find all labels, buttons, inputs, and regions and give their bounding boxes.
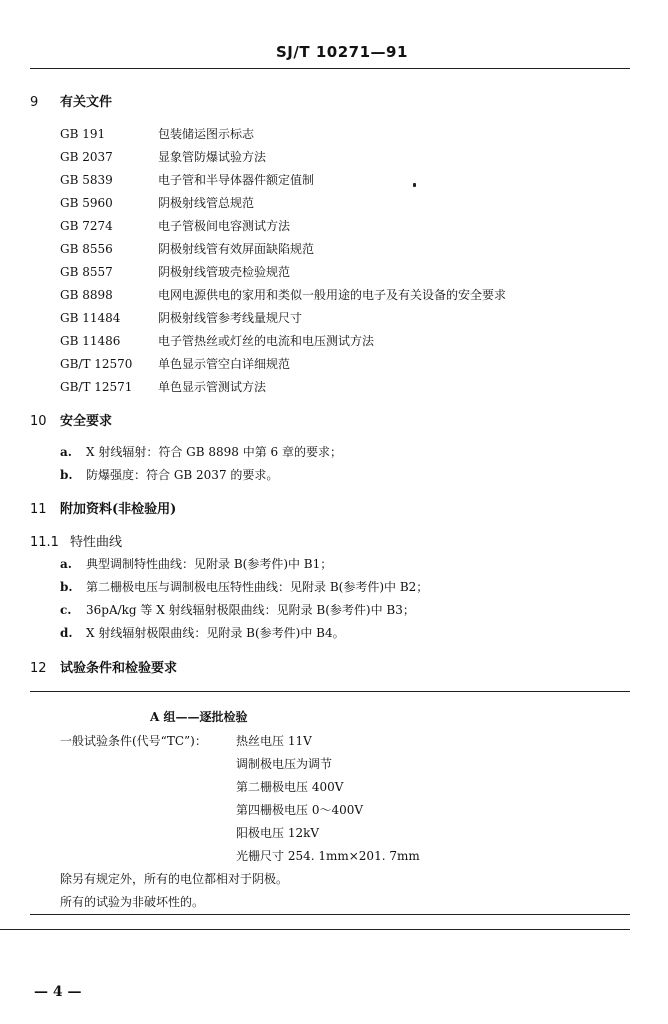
standard-code: GB/T 12571 — [60, 380, 133, 394]
condition-line: 阳极电压 12kV — [236, 826, 320, 840]
standard-title: 电网电源供电的家用和类似一般用途的电子及有关设备的安全要求 — [158, 288, 507, 302]
standard-title: 单色显示管空白详细规范 — [158, 357, 291, 371]
standard-row — [60, 378, 266, 395]
section-title: 特性曲线 — [70, 535, 123, 550]
note-line: 所有的试验为非破坏性的。 — [60, 895, 205, 909]
standard-row — [60, 355, 290, 372]
standard-code: GB 5839 — [60, 173, 113, 187]
standard-title: 电子管和半导体器件额定值制 — [158, 173, 315, 187]
page-number: — 4 — — [34, 984, 82, 1000]
list-item — [60, 555, 332, 572]
section-11-1-heading — [30, 531, 122, 550]
document-number: SJ/T 10271—91 — [276, 43, 408, 61]
standard-code: GB 5960 — [60, 196, 113, 210]
section-number: 12 — [30, 661, 47, 676]
list-text: 防爆强度：符合 GB 2037 的要求。 — [86, 468, 279, 482]
standard-row — [60, 171, 314, 188]
standard-title: 阴极射线管总规范 — [158, 196, 255, 210]
standard-code: GB 8898 — [60, 288, 113, 302]
section-title: 附加资料(非检验用) — [60, 502, 177, 517]
standard-title: 阴极射线管玻壳检验规范 — [158, 265, 291, 279]
standard-code: GB/T 12570 — [60, 357, 133, 371]
condition-line: 第四栅极电压 0～400V — [236, 803, 364, 817]
section-title: 试验条件和检验要求 — [60, 661, 178, 676]
list-item — [60, 466, 278, 483]
section-9-heading — [30, 91, 112, 110]
list-marker: c. — [60, 603, 72, 617]
standard-code: GB 8556 — [60, 242, 113, 256]
section-11-heading — [30, 498, 176, 517]
scan-speck — [413, 183, 416, 187]
note-line: 除另有规定外，所有的电位都相对于阴极。 — [60, 872, 289, 886]
group-a-title: A 组——逐批检验 — [150, 710, 248, 724]
list-item — [60, 578, 428, 595]
standard-row — [60, 263, 290, 280]
header-rule — [30, 68, 630, 69]
list-marker: b. — [60, 580, 73, 594]
list-item — [60, 443, 342, 460]
standard-title: 电子管热丝或灯丝的电流和电压测试方法 — [158, 334, 375, 348]
list-item — [60, 624, 345, 641]
standard-title: 显象管防爆试验方法 — [158, 150, 267, 164]
table-top-rule — [30, 691, 630, 692]
list-text: 36pA/kg 等 X 射线辐射极限曲线：见附录 B(参考件)中 B3； — [86, 603, 415, 617]
standard-title: 电子管极间电容测试方法 — [158, 219, 291, 233]
table-bottom-rule — [30, 914, 630, 915]
list-marker: d. — [60, 626, 73, 640]
standard-title: 阴极射线管有效屏面缺陷规范 — [158, 242, 315, 256]
section-title: 安全要求 — [60, 414, 113, 429]
standard-row — [60, 148, 266, 165]
standard-code: GB 8557 — [60, 265, 113, 279]
condition-line: 光栅尺寸 254. 1mm×201. 7mm — [236, 849, 420, 863]
standard-title: 包装储运图示标志 — [158, 127, 255, 141]
list-marker: b. — [60, 468, 73, 482]
general-conditions-label: 一般试验条件(代号“TC”)： — [60, 734, 207, 748]
standard-row — [60, 194, 254, 211]
standard-code: GB 11484 — [60, 311, 121, 325]
list-item — [60, 601, 415, 618]
list-marker: a. — [60, 557, 72, 571]
condition-line: 第二栅极电压 400V — [236, 780, 344, 794]
list-text: X 射线辐射：符合 GB 8898 中第 6 章的要求； — [86, 445, 343, 459]
standard-title: 单色显示管测试方法 — [158, 380, 267, 394]
page-bottom-rule — [0, 929, 630, 930]
standard-code: GB 2037 — [60, 150, 113, 164]
section-title: 有关文件 — [60, 95, 113, 110]
section-10-heading — [30, 410, 112, 429]
section-number: 10 — [30, 414, 47, 429]
list-text: 典型调制特性曲线：见附录 B(参考件)中 B1； — [86, 557, 333, 571]
standard-code: GB 11486 — [60, 334, 121, 348]
section-number: 9 — [30, 95, 39, 110]
standard-code: GB 191 — [60, 127, 106, 141]
list-marker: a. — [60, 445, 72, 459]
section-number: 11 — [30, 502, 47, 517]
standard-row — [60, 332, 374, 349]
standard-row — [60, 217, 290, 234]
standard-code: GB 7274 — [60, 219, 113, 233]
standard-row — [60, 125, 254, 142]
list-text: X 射线辐射极限曲线：见附录 B(参考件)中 B4。 — [86, 626, 345, 640]
condition-line: 热丝电压 11V — [236, 734, 312, 748]
standard-row — [60, 286, 506, 303]
standard-row — [60, 240, 314, 257]
list-text: 第二栅极电压与调制极电压特性曲线：见附录 B(参考件)中 B2； — [86, 580, 429, 594]
condition-line: 调制极电压为调节 — [236, 757, 333, 771]
section-number: 11.1 — [30, 535, 59, 550]
standard-row — [60, 309, 302, 326]
standard-title: 阴极射线管参考线量规尺寸 — [158, 311, 303, 325]
section-12-heading — [30, 657, 177, 676]
